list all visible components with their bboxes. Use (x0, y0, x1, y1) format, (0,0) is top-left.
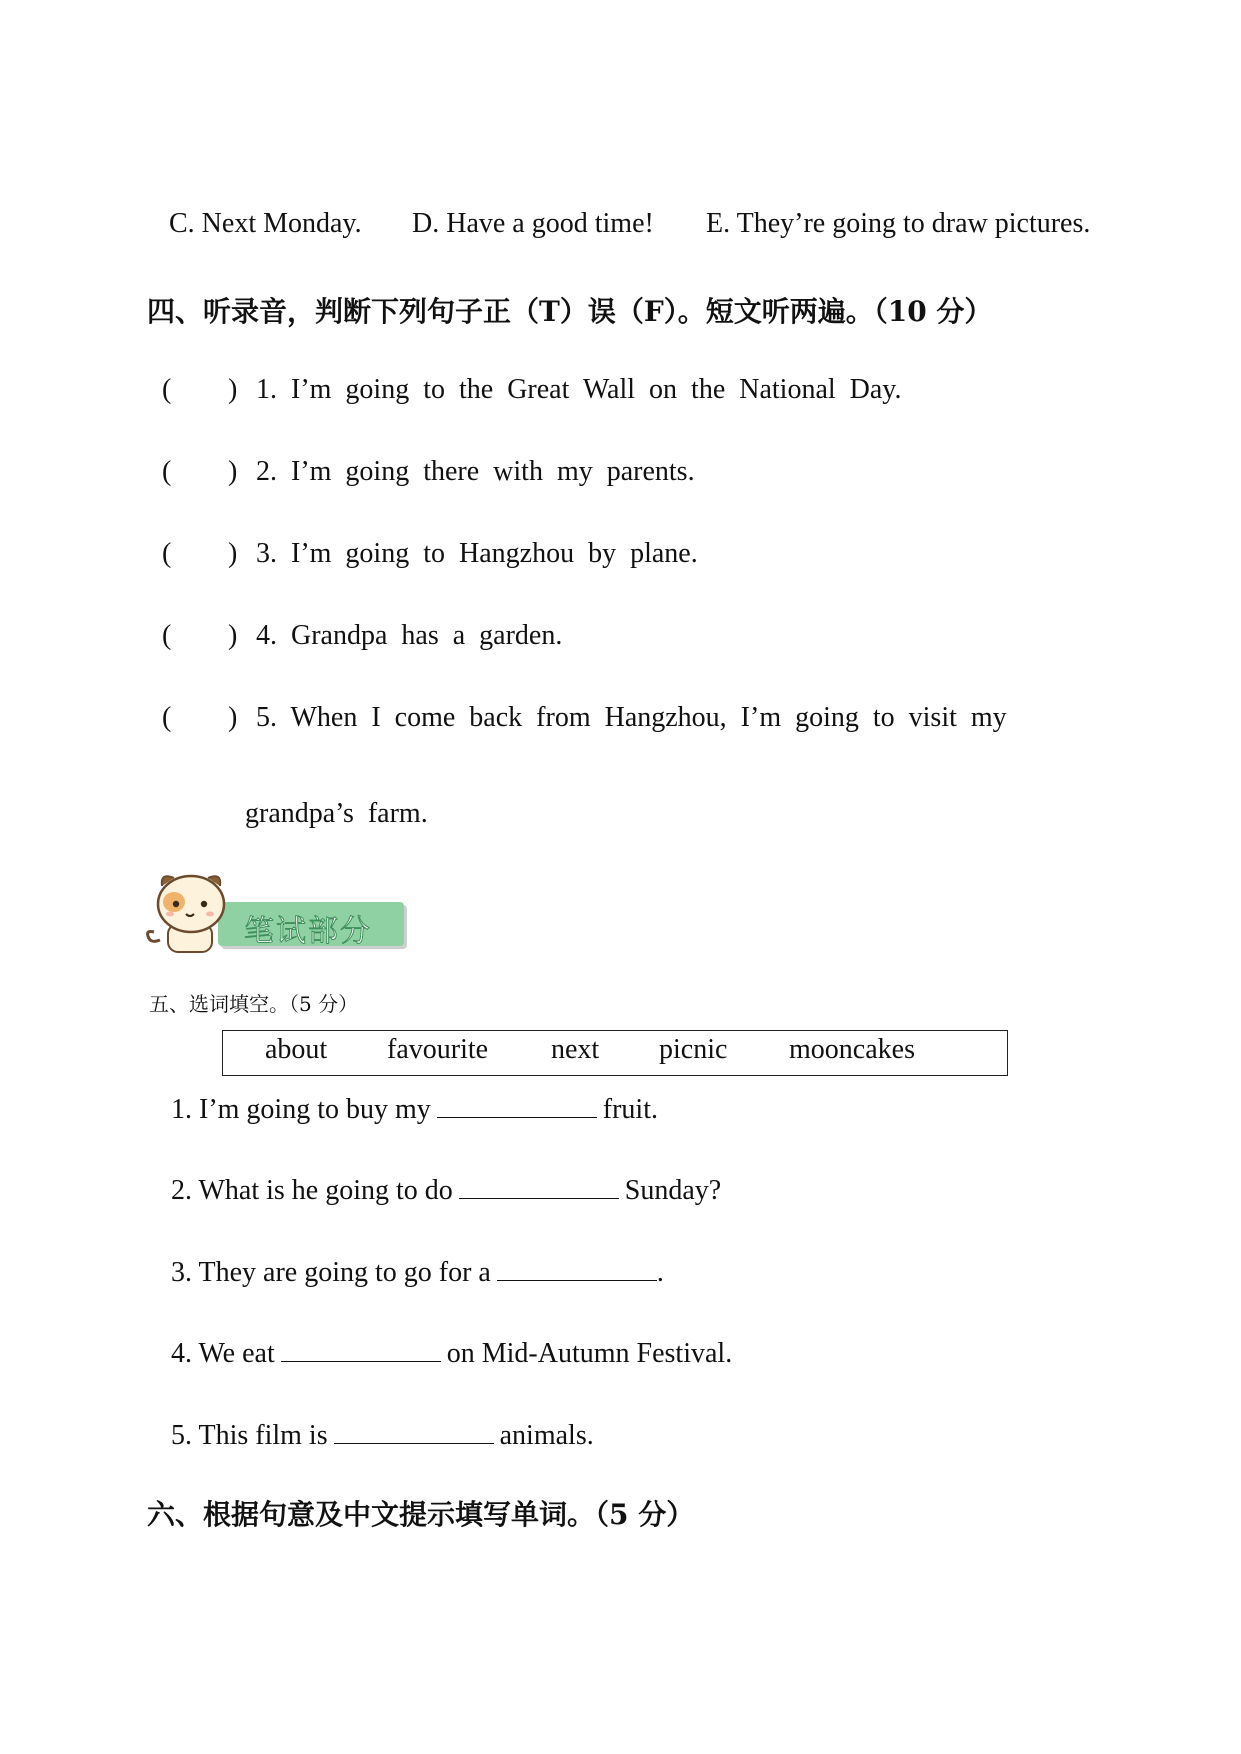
word-bank-item: picnic (659, 1034, 728, 1065)
tf-item-text: 1. I’m going to the Great Wall on the National Day. (256, 374, 902, 405)
section5-heading: 五、选词填空。（5 分） (149, 992, 359, 1016)
tf-item-text: 2. I’m going there with my parents. (256, 456, 695, 487)
fill-item-post: Sunday? (624, 1175, 722, 1206)
fill-item-pre: 2. What is he going to do (171, 1175, 453, 1206)
answer-blank[interactable] (437, 1095, 597, 1118)
answer-blank[interactable] (497, 1258, 657, 1281)
fill-item-pre: 3. They are going to go for a (171, 1257, 491, 1288)
fill-item-pre: 5. This film is (171, 1420, 328, 1451)
answer-paren-open: ( (162, 620, 172, 651)
section6-heading: 六、根据句意及中文提示填写单词。（5 分） (147, 1498, 695, 1531)
fill-item-post: animals. (499, 1420, 594, 1451)
tf-item-text: 5. When I come back from Hangzhou, I’m going to visit my (256, 702, 1007, 733)
fill-item-pre: 4. We eat (171, 1338, 275, 1369)
fill-item-post: . (656, 1257, 664, 1288)
answer-blank[interactable] (281, 1339, 441, 1362)
answer-paren-close: ) (228, 456, 238, 487)
fill-item-2 (171, 1175, 721, 1207)
answer-blank[interactable] (459, 1176, 619, 1199)
answer-paren-open: ( (162, 702, 172, 733)
word-bank-item: favourite (387, 1034, 489, 1065)
fill-item-pre: 1. I’m going to buy my (171, 1094, 431, 1125)
fill-item-4 (171, 1338, 732, 1370)
tf-item-text: 4. Grandpa has a garden. (256, 620, 563, 651)
fill-item-post: on Mid-Autumn Festival. (446, 1338, 733, 1369)
fill-item-1 (171, 1094, 658, 1126)
fill-item-3 (171, 1257, 664, 1289)
word-bank-item: next (551, 1034, 600, 1065)
answer-paren-close: ) (228, 620, 238, 651)
tf-item-2 (162, 456, 695, 488)
answer-paren-open: ( (162, 538, 172, 569)
tf-item-4 (162, 620, 562, 652)
tf-item-text: 3. I’m going to Hangzhou by plane. (256, 538, 698, 569)
answer-paren-close: ) (228, 538, 238, 569)
banner-label: 笔试部分 (244, 914, 372, 949)
word-bank-item: about (265, 1034, 328, 1065)
answer-paren-close: ) (228, 374, 238, 405)
fill-item-5 (171, 1420, 594, 1452)
tf-item-5-continuation: grandpa’s farm. (245, 798, 428, 829)
tf-item-5 (162, 702, 1007, 734)
word-bank-box (222, 1030, 1008, 1076)
answer-paren-open: ( (162, 456, 172, 487)
cat-mascot-icon (146, 870, 236, 954)
tf-item-1 (162, 374, 902, 406)
section4-heading: 四、听录音，判断下列句子正（T）误（F）。短文听两遍。（10 分） (147, 295, 993, 328)
answer-blank[interactable] (334, 1421, 494, 1444)
option-c: C. Next Monday. (169, 208, 362, 239)
word-bank-item: mooncakes (789, 1034, 915, 1065)
option-d: D. Have a good time! (412, 208, 654, 239)
answer-paren-close: ) (228, 702, 238, 733)
written-part-banner (146, 870, 416, 954)
option-e: E. They’re going to draw pictures. (706, 208, 1091, 239)
fill-item-post: fruit. (602, 1094, 658, 1125)
tf-item-3 (162, 538, 698, 570)
answer-paren-open: ( (162, 374, 172, 405)
